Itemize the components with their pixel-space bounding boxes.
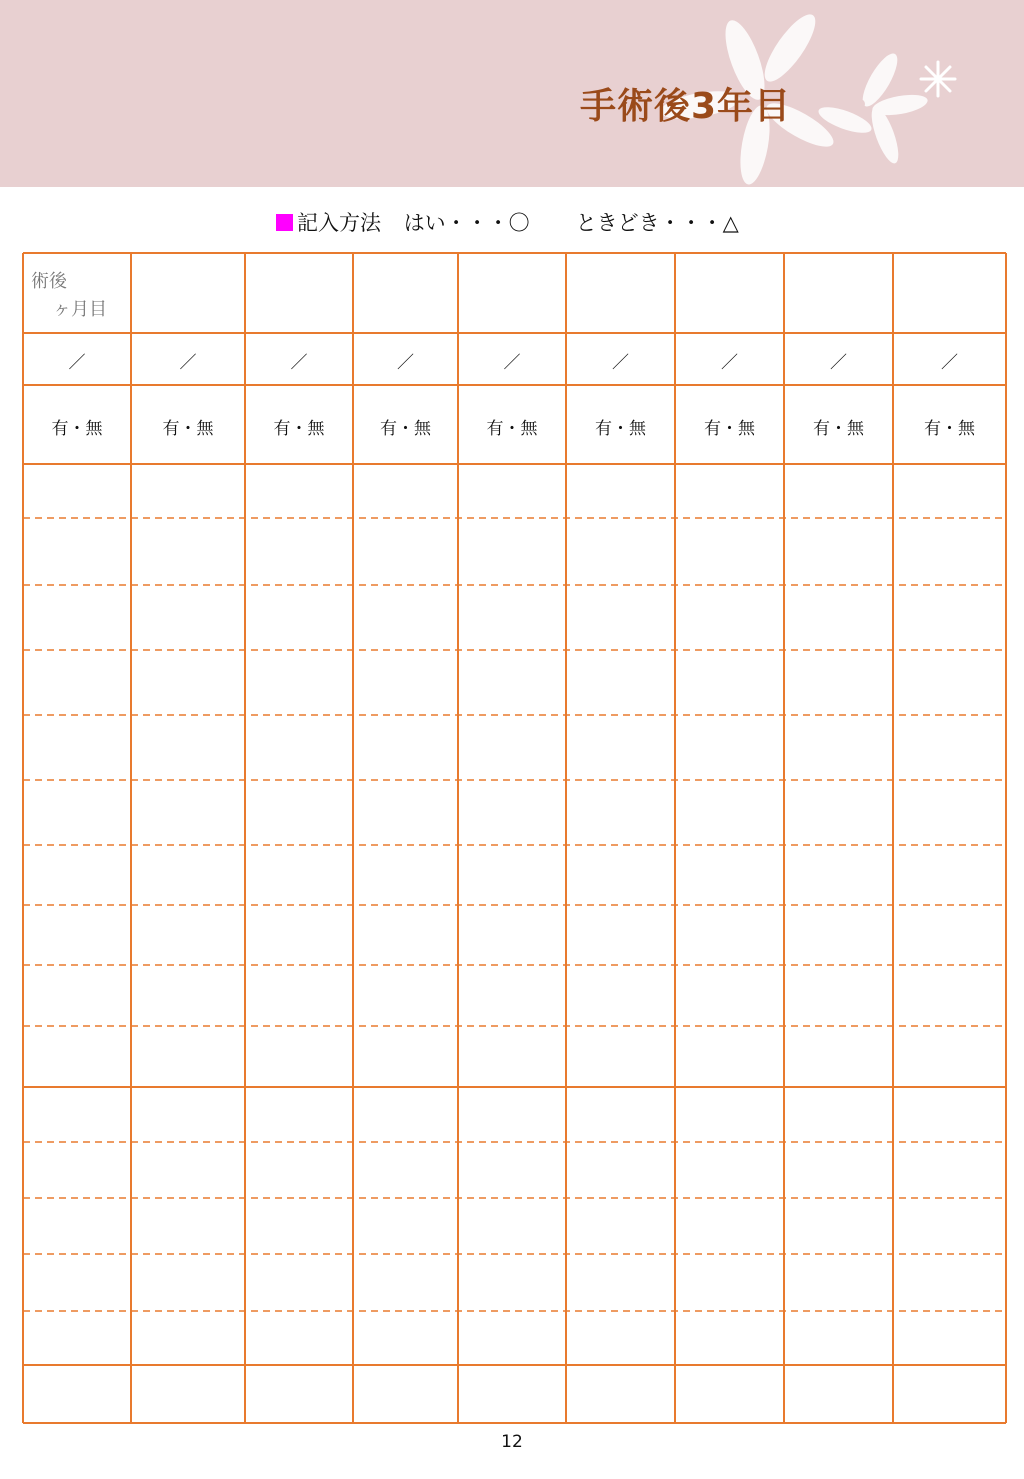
legend-yes: はい・・・〇: [403, 211, 530, 235]
month-label: [31, 268, 107, 324]
presence-cell: 有・無: [813, 419, 864, 439]
page-title: 手術後3年目: [580, 86, 792, 127]
presence-cell: 有・無: [273, 419, 325, 439]
date-cell: ／: [290, 353, 308, 373]
month-label-line2: ヶ月目: [53, 299, 107, 320]
date-cell: ／: [830, 353, 847, 373]
presence-cell: 有・無: [595, 419, 646, 439]
presence-cell: 有・無: [924, 419, 975, 439]
date-cell: ／: [941, 353, 958, 373]
presence-cell: 有・無: [380, 419, 431, 439]
presence-cell: 有・無: [704, 419, 755, 439]
presence-cell: 有・無: [162, 419, 214, 439]
date-cell: ／: [397, 353, 414, 373]
date-cell: ／: [68, 353, 86, 373]
legend-sometimes: ときどき・・・△: [575, 211, 739, 235]
date-cell: ／: [721, 353, 738, 373]
date-cell: ／: [503, 353, 521, 373]
presence-cell: 有・無: [486, 419, 538, 439]
presence-cell: 有・無: [51, 419, 103, 439]
date-cell: ／: [179, 353, 197, 373]
month-label-line1: 術後: [31, 271, 67, 292]
legend-label: 記入方法: [297, 211, 381, 235]
date-cell: ／: [612, 353, 629, 373]
page-number: 12: [501, 1432, 523, 1452]
